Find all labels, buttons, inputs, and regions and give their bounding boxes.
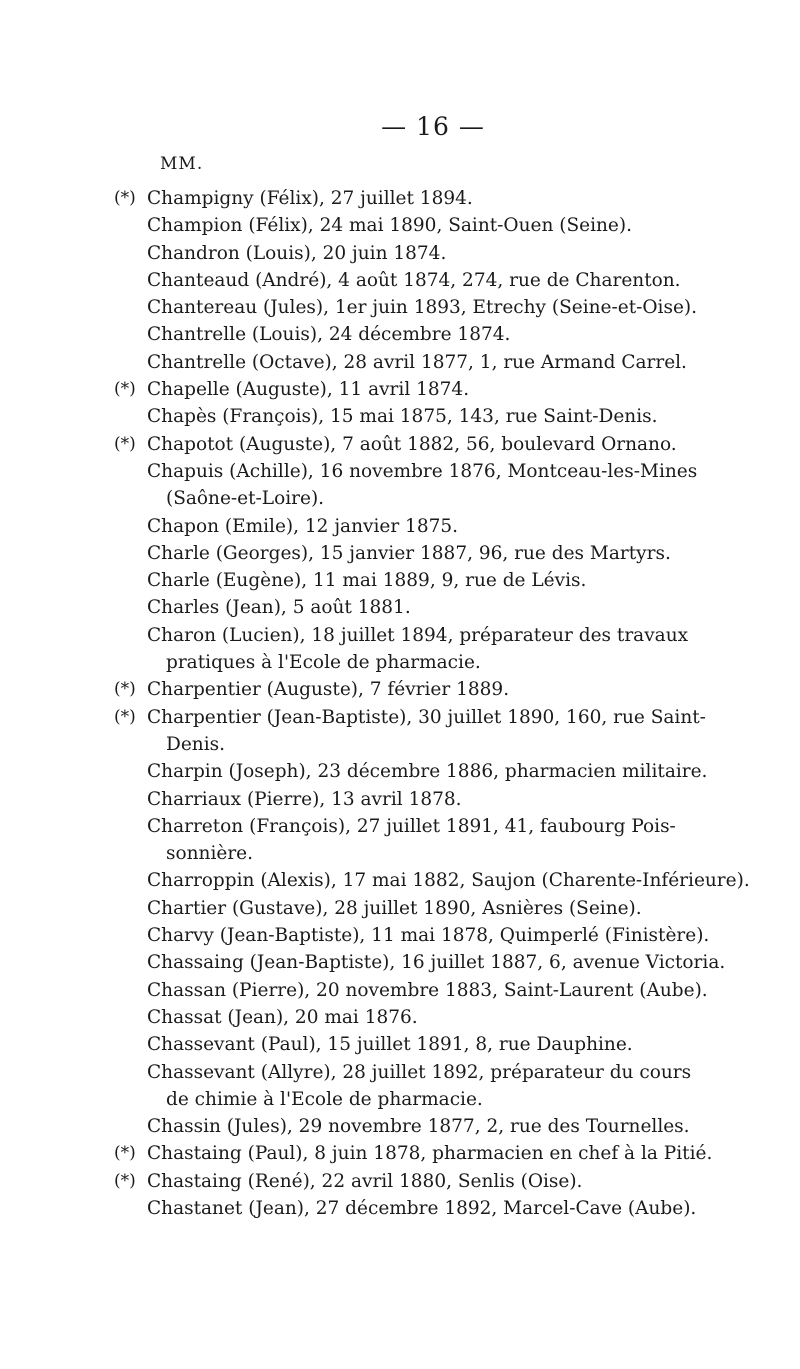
entry-line — [0, 1140, 800, 1167]
entry-line — [0, 267, 800, 294]
entry-line — [0, 704, 800, 731]
entry-text: Charpin (Joseph), 23 décembre 1886, pharmacien militaire. — [147, 761, 708, 783]
entry-continuation-line — [0, 649, 800, 676]
entry-text: Charpentier (Auguste), 7 février 1889. — [147, 679, 510, 701]
entry-line — [0, 922, 800, 949]
entry-line — [0, 431, 800, 458]
page-number: — 16 — — [381, 112, 485, 141]
entry-text: sonnière. — [166, 843, 253, 865]
entry-line — [0, 321, 800, 348]
entry-line — [0, 403, 800, 430]
entry-line — [0, 240, 800, 267]
entry-line — [0, 513, 800, 540]
entry-line — [0, 1113, 800, 1140]
entry-text: Charvy (Jean-Baptiste), 11 mai 1878, Quimperlé (Finistère). — [147, 925, 710, 947]
entry-line — [0, 1059, 800, 1086]
entry-continuation-line — [0, 485, 800, 512]
entry-text: Chanteaud (André), 4 août 1874, 274, rue de Charenton. — [147, 269, 681, 291]
entry-marker: (*) — [114, 679, 136, 700]
entry-text: Chassat (Jean), 20 mai 1876. — [147, 1006, 418, 1028]
entry-line — [0, 594, 800, 621]
entry-text: Chassin (Jules), 29 novembre 1877, 2, rue des Tournelles. — [147, 1116, 690, 1138]
entry-list — [0, 185, 800, 1222]
entry-marker: (*) — [114, 433, 136, 454]
entry-line — [0, 786, 800, 813]
entry-text: Chassevant (Paul), 15 juillet 1891, 8, rue Dauphine. — [147, 1034, 633, 1056]
entry-continuation-line — [0, 731, 800, 758]
entry-line — [0, 376, 800, 403]
entry-line — [0, 895, 800, 922]
entry-line — [0, 813, 800, 840]
entry-marker: (*) — [114, 1170, 136, 1191]
entry-line — [0, 758, 800, 785]
entry-text: Chapon (Emile), 12 janvier 1875. — [147, 515, 459, 537]
entry-line — [0, 349, 800, 376]
entry-text: Chartier (Gustave), 28 juillet 1890, Asnières (Seine). — [147, 897, 642, 919]
entry-line — [0, 294, 800, 321]
entry-text: Chastaing (Paul), 8 juin 1878, pharmacien en chef à la Pitié. — [147, 1143, 713, 1165]
entry-text: (Saône-et-Loire). — [166, 488, 325, 510]
entry-text: Charroppin (Alexis), 17 mai 1882, Saujon (Charente-Inférieure). — [147, 870, 750, 892]
salutation: MM. — [160, 154, 204, 174]
entry-text: Chassaing (Jean-Baptiste), 16 juillet 1887, 6, avenue Victoria. — [147, 952, 726, 974]
entry-line — [0, 1195, 800, 1222]
entry-text: Charriaux (Pierre), 13 avril 1878. — [147, 788, 462, 810]
entry-text: Charreton (François), 27 juillet 1891, 41, faubourg Pois- — [147, 815, 676, 837]
entry-text: Champion (Félix), 24 mai 1890, Saint-Ouen (Seine). — [147, 215, 632, 237]
entry-line — [0, 567, 800, 594]
entry-line — [0, 949, 800, 976]
entry-continuation-line — [0, 840, 800, 867]
entry-marker: (*) — [114, 188, 136, 208]
entry-text: Charles (Jean), 5 août 1881. — [147, 597, 411, 619]
entry-text: Chassan (Pierre), 20 novembre 1883, Saint-Laurent (Aube). — [147, 979, 708, 1001]
entry-text: Charpentier (Jean-Baptiste), 30 juillet 1890, 160, rue Saint- — [147, 706, 706, 728]
entry-line — [0, 185, 800, 212]
entry-line — [0, 676, 800, 703]
entry-text: Chantrelle (Octave), 28 avril 1877, 1, rue Armand Carrel. — [147, 351, 687, 373]
entry-line — [0, 458, 800, 485]
entry-text: Chantereau (Jules), 1er juin 1893, Etrechy (Seine-et-Oise). — [147, 297, 698, 319]
entry-text: Charon (Lucien), 18 juillet 1894, préparateur des travaux — [147, 624, 689, 646]
entry-text: Chastaing (René), 22 avril 1880, Senlis (Oise). — [147, 1170, 583, 1192]
entry-text: Chassevant (Allyre), 28 juillet 1892, préparateur du cours — [147, 1061, 692, 1083]
entry-line — [0, 977, 800, 1004]
entry-text: Champigny (Félix), 27 juillet 1894. — [147, 188, 473, 209]
entry-line — [0, 1168, 800, 1195]
entry-marker: (*) — [114, 1143, 136, 1164]
entry-text: Chapès (François), 15 mai 1875, 143, rue Saint-Denis. — [147, 406, 658, 428]
entry-text: de chimie à l'Ecole de pharmacie. — [166, 1088, 483, 1110]
entry-text: Chantrelle (Louis), 24 décembre 1874. — [147, 324, 511, 346]
entry-continuation-line — [0, 1086, 800, 1113]
entry-line — [0, 212, 800, 239]
entry-line — [0, 540, 800, 567]
entry-text: Chandron (Louis), 20 juin 1874. — [147, 242, 447, 264]
entry-marker: (*) — [114, 379, 136, 400]
entry-line — [0, 867, 800, 894]
entry-text: pratiques à l'Ecole de pharmacie. — [166, 652, 481, 674]
entry-line — [0, 1031, 800, 1058]
entry-text: Chastanet (Jean), 27 décembre 1892, Marcel-Cave (Aube). — [147, 1197, 697, 1219]
entry-text: Charle (Eugène), 11 mai 1889, 9, rue de Lévis. — [147, 570, 587, 592]
entry-text: Chapotot (Auguste), 7 août 1882, 56, boulevard Ornano. — [147, 433, 677, 455]
entry-line — [0, 622, 800, 649]
entry-text: Charle (Georges), 15 janvier 1887, 96, rue des Martyrs. — [147, 542, 671, 564]
entry-line — [0, 1004, 800, 1031]
entry-text: Chapelle (Auguste), 11 avril 1874. — [147, 379, 470, 401]
entry-text: Denis. — [166, 733, 225, 755]
entry-text: Chapuis (Achille), 16 novembre 1876, Montceau-les-Mines — [147, 460, 698, 482]
entry-marker: (*) — [114, 706, 136, 727]
